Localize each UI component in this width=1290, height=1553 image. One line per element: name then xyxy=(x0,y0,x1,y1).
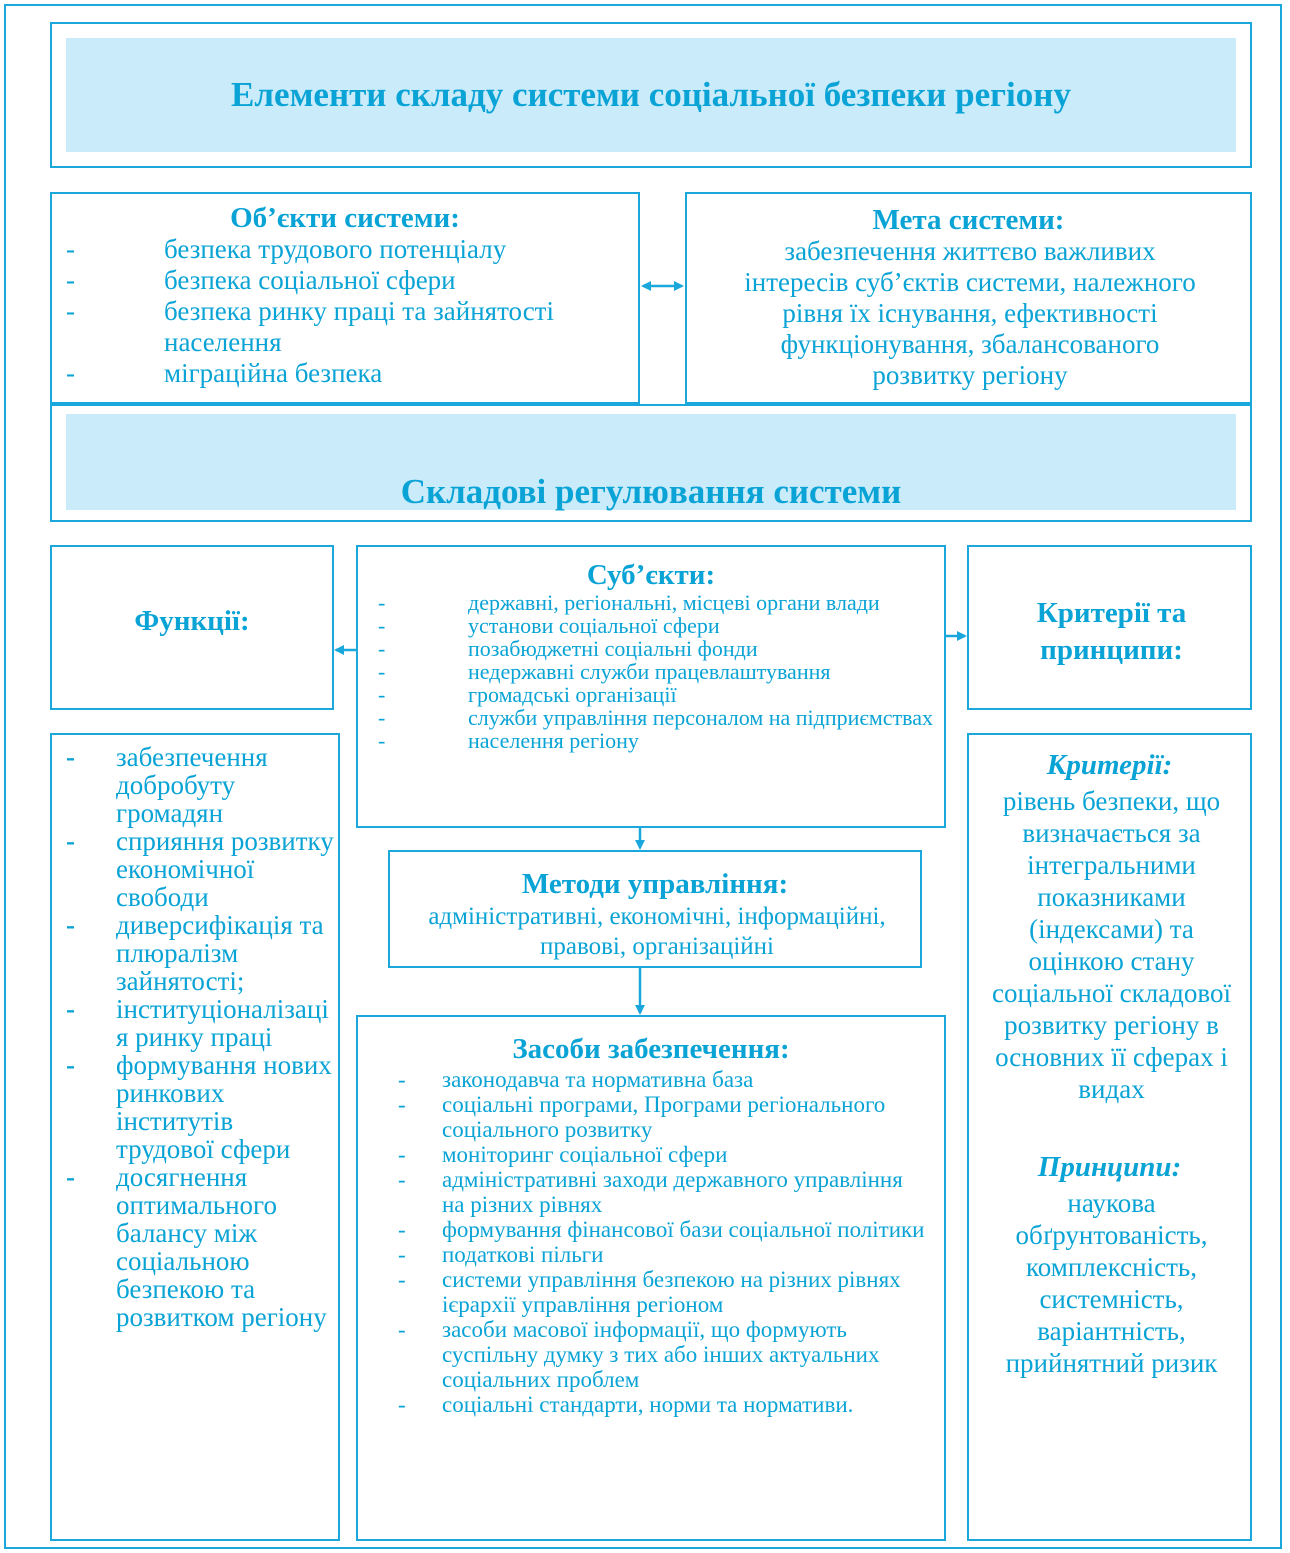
list-item: - недержавні служби працевлаштування xyxy=(378,659,831,684)
criteria-principles-heading: Критерії та принципи: xyxy=(1036,597,1187,666)
regulation-title: Складові регулювання системи xyxy=(66,414,1236,510)
list-item: - безпека трудового потенціалу xyxy=(66,234,507,264)
list-item: - міграційна безпека xyxy=(66,358,383,388)
functions-heading: Функції: xyxy=(134,605,250,637)
list-item: - законодавча та нормативна база xyxy=(398,1067,754,1092)
list-item: - інституціоналізація ринку праці xyxy=(66,994,329,1052)
list-item: - безпека ринку праці та зайнятості населення xyxy=(66,296,554,357)
list-item: - системи управління безпекою на різних рівнях ієрархії управління регіоном xyxy=(398,1267,901,1317)
list-item: - формування фінансової бази соціальної політики xyxy=(398,1217,925,1242)
list-item: - соціальні стандарти, норми та нормативи. xyxy=(398,1392,854,1417)
list-item: - засоби масової інформації, що формують суспільну думку з тих або інших актуальних соціальних проблем xyxy=(398,1317,880,1392)
list-item: - установи соціальної сфери xyxy=(378,613,720,638)
list-item: - населення регіону xyxy=(378,728,639,753)
list-item: - позабюджетні соціальні фонди xyxy=(378,636,758,661)
principles-heading: Принципи: xyxy=(1037,1151,1182,1183)
objects-heading: Об’єкти системи: xyxy=(230,202,460,234)
list-item: - громадські організації xyxy=(378,682,677,707)
list-item: - податкові пільги xyxy=(398,1242,604,1267)
page-title: Елементи складу системи соціальної безпеки регіону xyxy=(66,38,1236,152)
list-item: - соціальні програми, Програми регіонального соціального розвитку xyxy=(398,1092,886,1142)
list-item: - моніторинг соціальної сфери xyxy=(398,1142,728,1167)
list-item: - безпека соціальної сфери xyxy=(66,265,456,295)
list-item: - сприяння розвитку економічної свободи xyxy=(66,826,334,912)
methods-text: адміністративні, економічні, інформаційні, правові, організаційні xyxy=(428,903,886,960)
list-item: - диверсифікація та плюралізм зайнятості; xyxy=(66,910,324,996)
subjects-heading: Суб’єкти: xyxy=(586,559,716,591)
list-item: - забезпечення добробуту громадян xyxy=(66,742,268,828)
list-item: - служби управління персоналом на підприємствах xyxy=(378,705,934,730)
methods-heading: Методи управління: xyxy=(521,868,789,900)
list-item: - формування нових ринкових інститутів трудової сфери xyxy=(66,1050,332,1164)
list-item: - державні, регіональні, місцеві органи влади xyxy=(378,590,880,615)
goal-heading: Мета системи: xyxy=(872,204,1065,236)
means-heading: Засоби забезпечення: xyxy=(512,1033,790,1065)
goal-text: забезпечення життєво важливих інтересів суб’єктів системи, належного рівня їх існування, ефективності функціонування, збалансованого розвитку регіону xyxy=(744,236,1196,390)
principles-text: наукова обґрунтованість, комплексність, системність, варіантність, прийнятний ризик xyxy=(1005,1188,1218,1378)
criteria-text: рівень безпеки, що визначається за інтегральними показниками (індексами) та оцінкою стану соціальної складової розвитку регіону в основних її сферах і видах xyxy=(991,786,1231,1104)
list-item: - досягнення оптимального балансу між соціальною безпекою та розвитком регіону xyxy=(66,1162,327,1332)
list-item: - адміністративні заходи державного управління на різних рівнях xyxy=(398,1167,903,1217)
criteria-heading: Критерії: xyxy=(1046,749,1173,781)
